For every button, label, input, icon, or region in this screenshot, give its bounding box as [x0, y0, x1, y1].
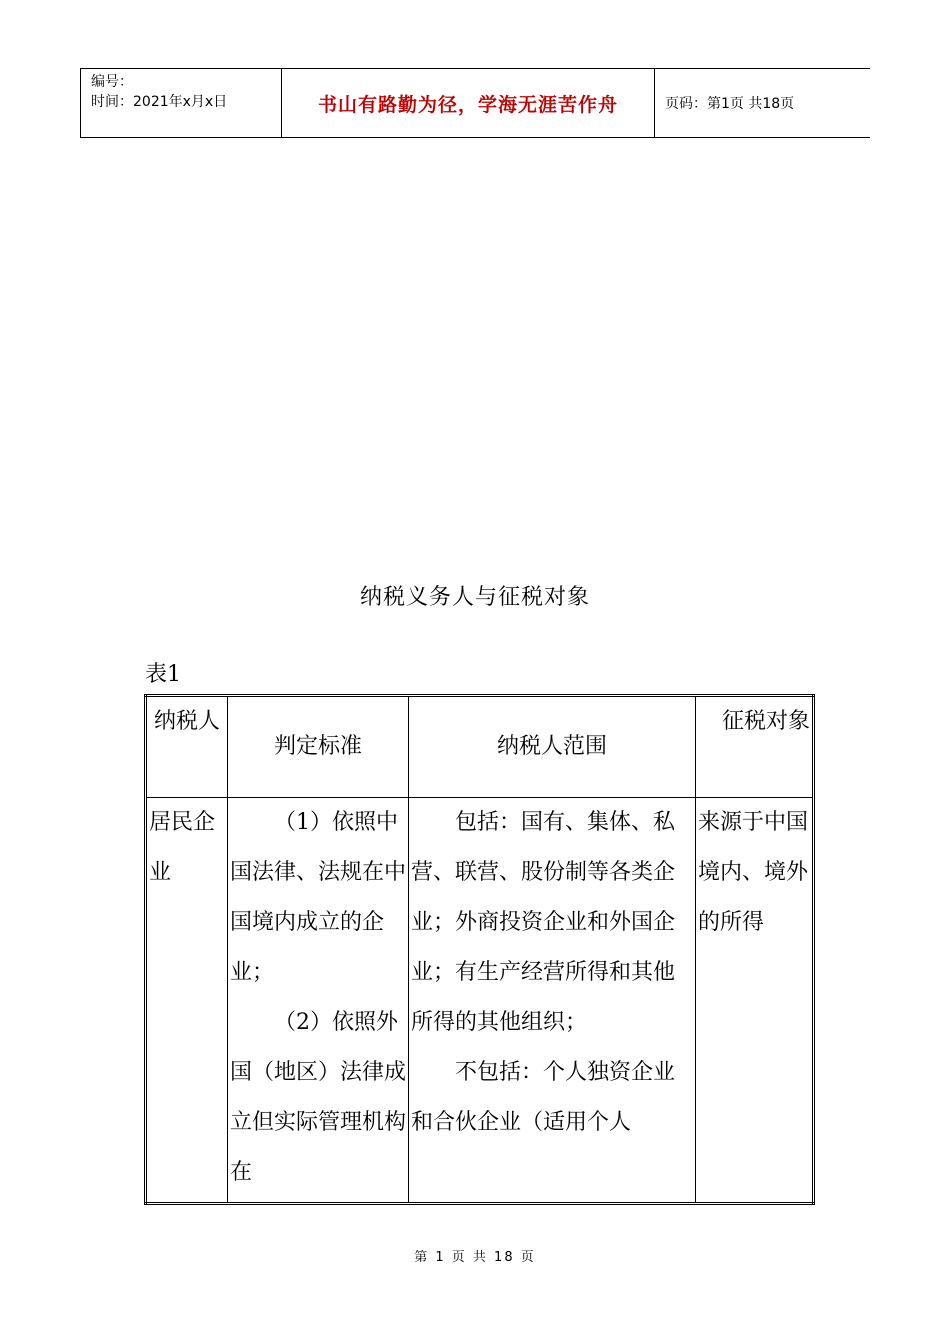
cell-scope — [409, 798, 696, 1204]
criteria-item-1: （1）依照中国法律、法规在中国境内成立的企业； — [230, 810, 407, 985]
header-page-info-cell — [654, 69, 870, 137]
header-meta — [80, 69, 281, 137]
header-cell-scope: 纳税人范围 — [409, 696, 696, 798]
header-cell-object: 征税对象 — [696, 696, 814, 798]
table-caption: 表1 — [145, 662, 181, 687]
header-page-info: 页码：第1页 共18页 — [665, 96, 795, 112]
scope-exclude: 不包括：个人独资企业和合伙企业（适用个人 — [411, 1060, 676, 1135]
criteria-item-2: （2）依照外国（地区）法律成立但实际管理机构在 — [230, 1010, 407, 1185]
cell-object: 来源于中国境内、境外的所得 — [696, 798, 814, 1204]
document-title: 纳税义务人与征税对象 — [359, 585, 590, 610]
page-footer: 第 1 页 共 18 页 — [414, 1250, 536, 1265]
scope-include: 包括：国有、集体、私营、联营、股份制等各类企业；外商投资企业和外国企业；有生产经营所得和其他所得的其他组织； — [411, 810, 676, 1035]
header-cell-taxpayer: 纳税人 — [146, 696, 228, 798]
header-motto-cell — [281, 69, 654, 137]
page-header — [80, 68, 870, 138]
document-number-label: 编号： — [91, 74, 133, 90]
cell-taxpayer: 居民企业 — [146, 798, 228, 1204]
header-motto: 书山有路勤为径，学海无涯苦作舟 — [317, 93, 618, 116]
taxpayer-table — [144, 694, 815, 1205]
document-time-label: 时间：2021年x月x日 — [91, 94, 228, 110]
table-row — [146, 798, 814, 1204]
header-cell-criteria: 判定标准 — [228, 696, 409, 798]
cell-criteria — [228, 798, 409, 1204]
table-header-row — [146, 696, 814, 798]
